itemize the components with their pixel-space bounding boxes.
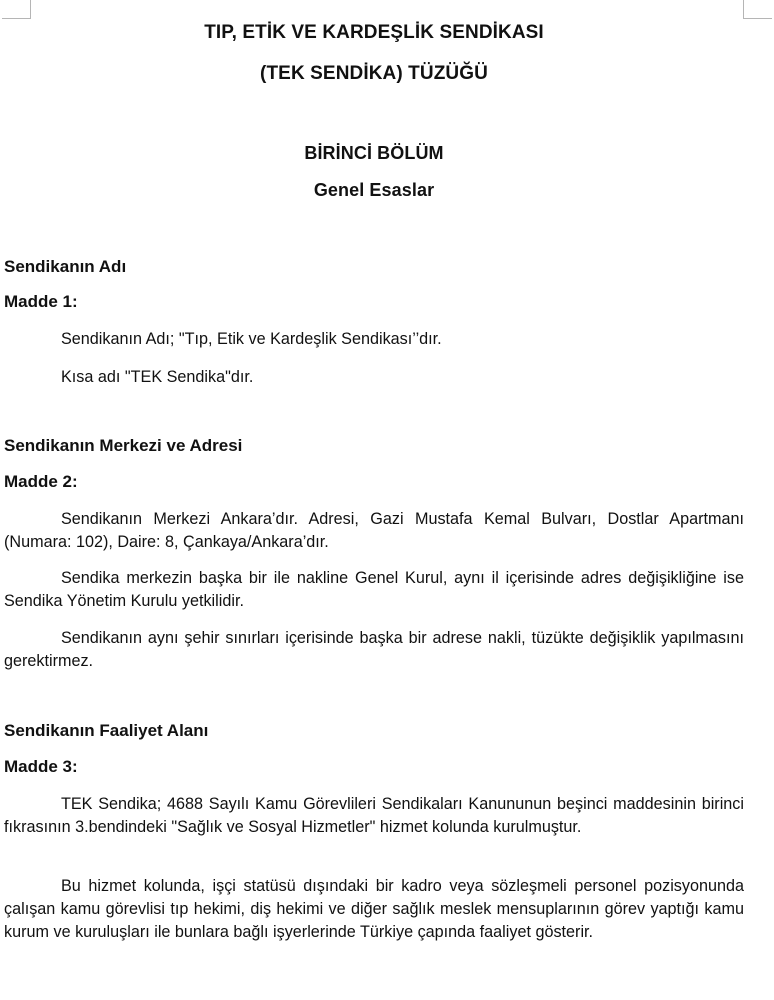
paragraph: Bu hizmet kolunda, işçi statüsü dışındaki bir kadro veya sözleşmeli personel pozisyonunda çalışan kamu görevlisi tıp hekimi, diş hekimi ve diğer sağlık meslek mensuplarının görev yaptığı kamu kurum ve kuruluşları ile bunlara bağlı işyerlerinde Türkiye çapında faaliyet gösterir.: [4, 877, 744, 941]
article-label: Madde 1:: [4, 292, 78, 311]
part-subtitle: Genel Esaslar: [313, 180, 435, 200]
part-title: BİRİNCİ BÖLÜM: [304, 143, 444, 163]
paragraph: Sendika merkezin başka bir ile nakline Genel Kurul, aynı il içerisinde adres değişikliğine ise Sendika Yönetim Kurulu yetkilidir.: [4, 569, 744, 610]
article-label: Madde 2:: [4, 472, 78, 491]
paragraph: Sendikanın Merkezi Ankara’dır. Adresi, Gazi Mustafa Kemal Bulvarı, Dostlar Apartmanı (Numara: 102), Daire: 8, Çankaya/Ankara’dır.: [4, 510, 744, 551]
article-label: Madde 3:: [4, 757, 78, 776]
section-heading: Sendikanın Merkezi ve Adresi: [4, 436, 243, 455]
section-heading: Sendikanın Faaliyet Alanı: [4, 721, 209, 740]
paragraph: Kısa adı "TEK Sendika"dır.: [61, 368, 254, 386]
section-heading: Sendikanın Adı: [4, 257, 127, 276]
page-corner-mark-right: [743, 0, 772, 19]
document-title: TIP, ETİK VE KARDEŞLİK SENDİKASI: [204, 22, 544, 43]
paragraph: Sendikanın aynı şehir sınırları içerisinde başka bir adrese nakli, tüzükte değişiklik yapılmasını gerektirmez.: [4, 629, 744, 670]
page-corner-mark-left: [2, 0, 31, 19]
paragraph: TEK Sendika; 4688 Sayılı Kamu Görevlileri Sendikaları Kanununun beşinci maddesinin birinci fıkrasının 3.bendindeki "Sağlık ve Sosyal Hizmetler" hizmet kolunda kurulmuştur.: [4, 795, 744, 836]
paragraph: Sendikanın Adı; "Tıp, Etik ve Kardeşlik Sendikası’’dır.: [61, 330, 442, 348]
document-subtitle: (TEK SENDİKA) TÜZÜĞÜ: [260, 63, 488, 84]
